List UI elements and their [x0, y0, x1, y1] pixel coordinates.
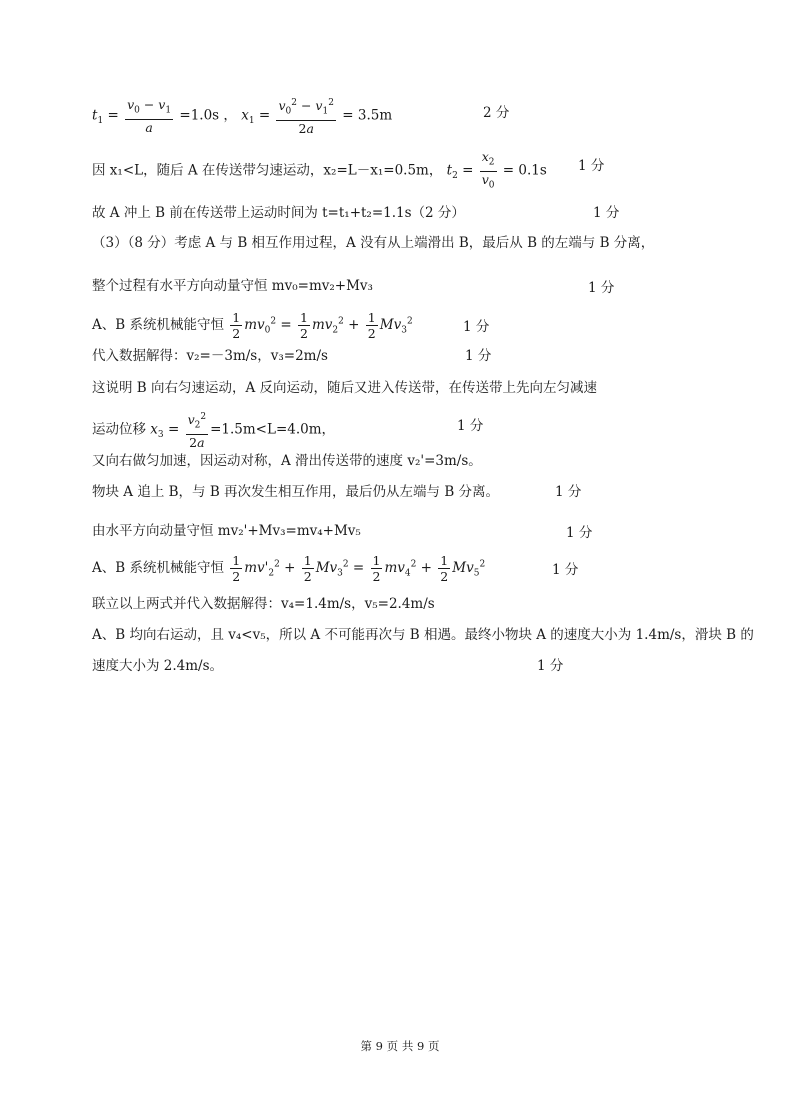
fraction-x3: $\frac{v_2^2}{2a}$: [187, 412, 207, 450]
fraction-x1: $\frac{v_0^2 - v_1^2}{2a}$: [278, 98, 334, 136]
fraction-half-f: $\frac{1}{2}$: [372, 553, 381, 584]
line-7-solution: 代入数据解得：v₂=－3m/s，v₃=2m/s: [92, 348, 328, 364]
line-14-solution: 联立以上两式并代入数据解得：v₄=1.4m/s，v₅=2.4m/s: [92, 596, 435, 612]
line-15: A、B 均向右运动，且 v₄<v₅，所以 A 不可能再次与 B 相遇。最终小物块 A 的速度大小为 1.4m/s，滑块 B 的: [92, 627, 754, 643]
score-line2: 1 分: [578, 158, 605, 174]
fraction-half-e: $\frac{1}{2}$: [303, 553, 312, 584]
score-line11: 1 分: [555, 484, 582, 500]
score-line12: 1 分: [566, 525, 593, 541]
line-10: 又向右做匀加速，因运动对称，A 滑出传送带的速度 v₂'=3m/s。: [92, 453, 482, 469]
fraction-half-a: $\frac{1}{2}$: [232, 310, 241, 341]
score-line9: 1 分: [457, 418, 484, 434]
t2-value: 0.1s: [518, 162, 547, 179]
score-line16: 1 分: [537, 658, 564, 674]
x1-value: 3.5m: [357, 107, 393, 124]
line-2: 因 x₁<L，随后 A 在传送带匀速运动，x₂=L－x₁=0.5m， $t_2$ = $\frac{x_2}{v_0}$ = 0.1s: [92, 149, 547, 193]
line-13-prefix: A、B 系统机械能守恒: [92, 560, 224, 576]
line-3: 故 A 冲上 B 前在传送带上运动时间为 t=t₁+t₂=1.1s（2 分）: [92, 205, 465, 221]
score-line1: 2 分: [483, 105, 510, 121]
score-line3: 1 分: [593, 205, 620, 221]
line-6-prefix: A、B 系统机械能守恒: [92, 317, 224, 333]
score-line7: 1 分: [465, 348, 492, 364]
score-line6: 1 分: [463, 319, 490, 335]
line-12-momentum: 由水平方向动量守恒 mv₂'+Mv₃=mv₄+Mv₅: [92, 523, 361, 539]
line-8: 这说明 B 向右匀速运动，A 反向运动，随后又进入传送带，在传送带上先向左匀减速: [92, 380, 598, 396]
t1-value: 1.0s: [190, 107, 220, 124]
line-4-part3-intro: （3）（8 分）考虑 A 与 B 相互作用过程，A 没有从上端滑出 B，最后从 B 的左端与 B 分离，: [92, 235, 655, 251]
score-line5: 1 分: [588, 280, 615, 296]
line-9-prefix: 运动位移: [92, 421, 146, 438]
line-6-energy: A、B 系统机械能守恒 $\frac{1}{2}$ $mv_0^2$ = $\frac{1}{2}$ $mv_2^2$ + $\frac{1}{2}$ $Mv_3^2$: [92, 310, 413, 341]
fraction-t1: $\frac{v_0 - v_1}{a}$: [127, 97, 172, 135]
fraction-half-g: $\frac{1}{2}$: [440, 553, 449, 584]
score-line13: 1 分: [552, 562, 579, 578]
equation-t1-x1: $t_1$ = $\frac{v_0 - v_1}{a}$ =1.0s ， $x_1$ = $\frac{v_0^2 - v_1^2}{2a}$ = 3.5m: [92, 97, 393, 136]
page-footer: 第 9 页 共 9 页: [360, 1039, 440, 1053]
fraction-half-d: $\frac{1}{2}$: [232, 553, 241, 584]
line-9-suffix: =1.5m<L=4.0m，: [210, 421, 336, 438]
fraction-t2: $\frac{x_2}{v_0}$: [481, 149, 495, 190]
line-13-energy: A、B 系统机械能守恒 $\frac{1}{2}$ $mv'_2^2$ + $\frac{1}{2}$ $Mv_3^2$ = $\frac{1}{2}$ $mv_4^2$ + $\frac{1}{2}$ $Mv_5^2$: [92, 553, 486, 584]
fraction-half-b: $\frac{1}{2}$: [300, 310, 308, 341]
line-16: 速度大小为 2.4m/s。: [92, 658, 224, 674]
line-11: 物块 A 追上 B，与 B 再次发生相互作用，最后仍从左端与 B 分离。: [92, 484, 500, 500]
fraction-half-c: $\frac{1}{2}$: [367, 310, 376, 341]
line-9-displacement: 运动位移 $x_3$ = $\frac{v_2^2}{2a}$ =1.5m<L=4.0m，: [92, 412, 336, 450]
line-2-text: 因 x₁<L，随后 A 在传送带匀速运动，x₂=L－x₁=0.5m，: [92, 162, 443, 179]
line-5-momentum: 整个过程有水平方向动量守恒 mv₀=mv₂+Mv₃: [92, 278, 373, 294]
